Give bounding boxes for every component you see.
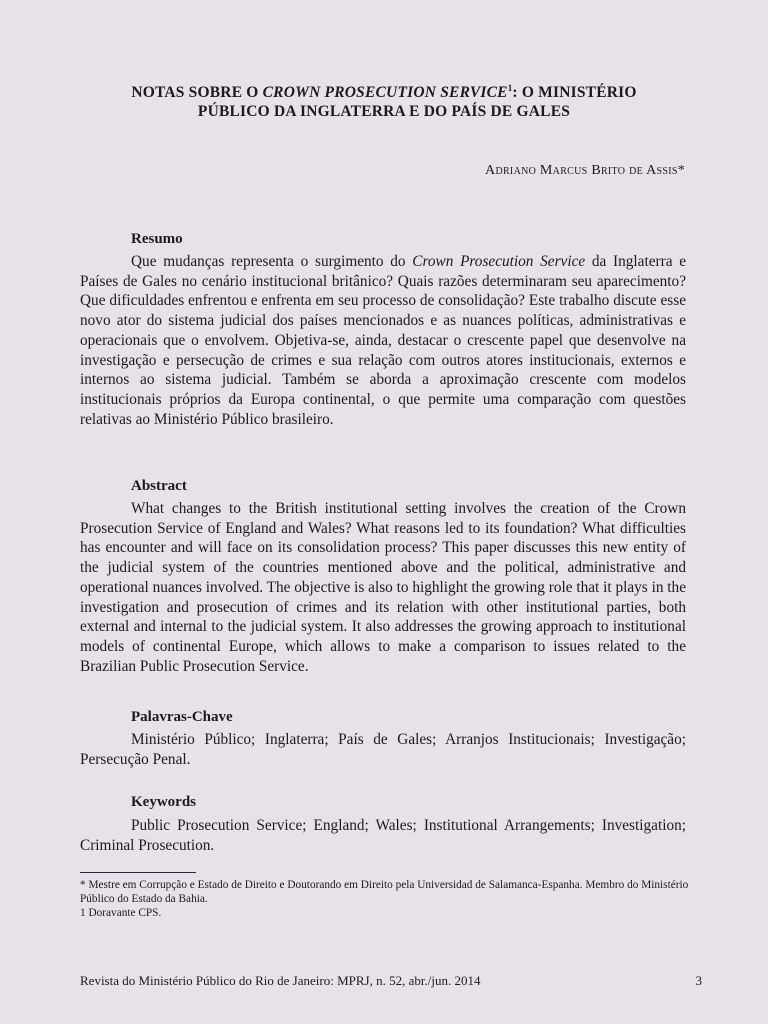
footnotes: [80, 878, 690, 921]
title-line-2: PÚBLICO DA INGLATERRA E DO PAÍS DE GALES: [197, 103, 571, 121]
title-italic: CROWN PROSECUTION SERVICE: [262, 84, 508, 102]
palavras-chave-paragraph: Ministério Público; Inglaterra; País de Gales; Arranjos Institucionais; Investigação; Persecução Penal.: [80, 731, 686, 768]
title-line-1: NOTAS SOBRE O CROWN PROSECUTION SERVICE$^1$: O MINISTÉRIO: [131, 83, 637, 102]
footnote-1: 1 Doravante CPS.: [80, 907, 162, 920]
resumo-heading: Resumo: [131, 231, 183, 247]
footnote-author: * Mestre em Corrupção e Estado de Direito e Doutorando em Direito pela Universidad de Salamanca-Espanha. Membro do Ministério Público do Estado da Bahia.: [80, 879, 689, 906]
footnote-divider: [80, 872, 196, 873]
keywords-paragraph: Public Prosecution Service; England; Wales; Institutional Arrangements; Investigation; Criminal Prosecution.: [80, 817, 686, 854]
abstract-heading: Abstract: [131, 478, 187, 494]
resumo-paragraph: Que mudanças representa o surgimento do Crown Prosecution Service da Inglaterra e Países de Gales no cenário institucional britânico? Quais razões determinaram seu aparecimento? Que dificuldades enfrentou e enfrenta em seu processo de consolidação? Este trabalho discute esse novo ator do sistema judicial dos países mencionados e as nuances políticas, administrativas e operacionais que o envolvem. Objetiva-se, ainda, destacar o crescente papel que desenvolve na investigação e persecução de crimes e sua relação com outros atores institucionais, externos e internos ao sistema judicial. Também se aborda a aproximação crescente com modelos institucionais próprios da Europa continental, o que permite uma comparação com questões relativas ao Ministério Público brasileiro.: [80, 253, 686, 428]
keywords-heading: Keywords: [131, 794, 196, 810]
author-name: Adriano Marcus Brito de Assis*: [485, 163, 685, 178]
journal-citation: Revista do Ministério Público do Rio de Janeiro: MPRJ, n. 52, abr./jun. 2014: [80, 973, 481, 988]
footnote-marker: 1: [507, 83, 513, 93]
article-title: [70, 79, 698, 121]
abstract-paragraph: What changes to the British institutional setting involves the creation of the Crown Prosecution Service of England and Wales? What reasons led to its foundation? What difficulties has encounter and will face on its consolidation process? This paper discusses this new entity of the judicial system of the countries mentioned above and the political, administrative and operational nuances involved. The objective is also to highlight the growing role that it plays in the investigation and prosecution of crimes and its relation with other institutional parties, both external and internal to the judicial system. It also addresses the growing approach to institutional models of continental Europe, which allows to make a comparison to issues related to the Brazilian Public Prosecution Service.: [80, 500, 686, 675]
page-number: 3: [695, 973, 702, 988]
palavras-chave-heading: Palavras-Chave: [131, 709, 233, 725]
